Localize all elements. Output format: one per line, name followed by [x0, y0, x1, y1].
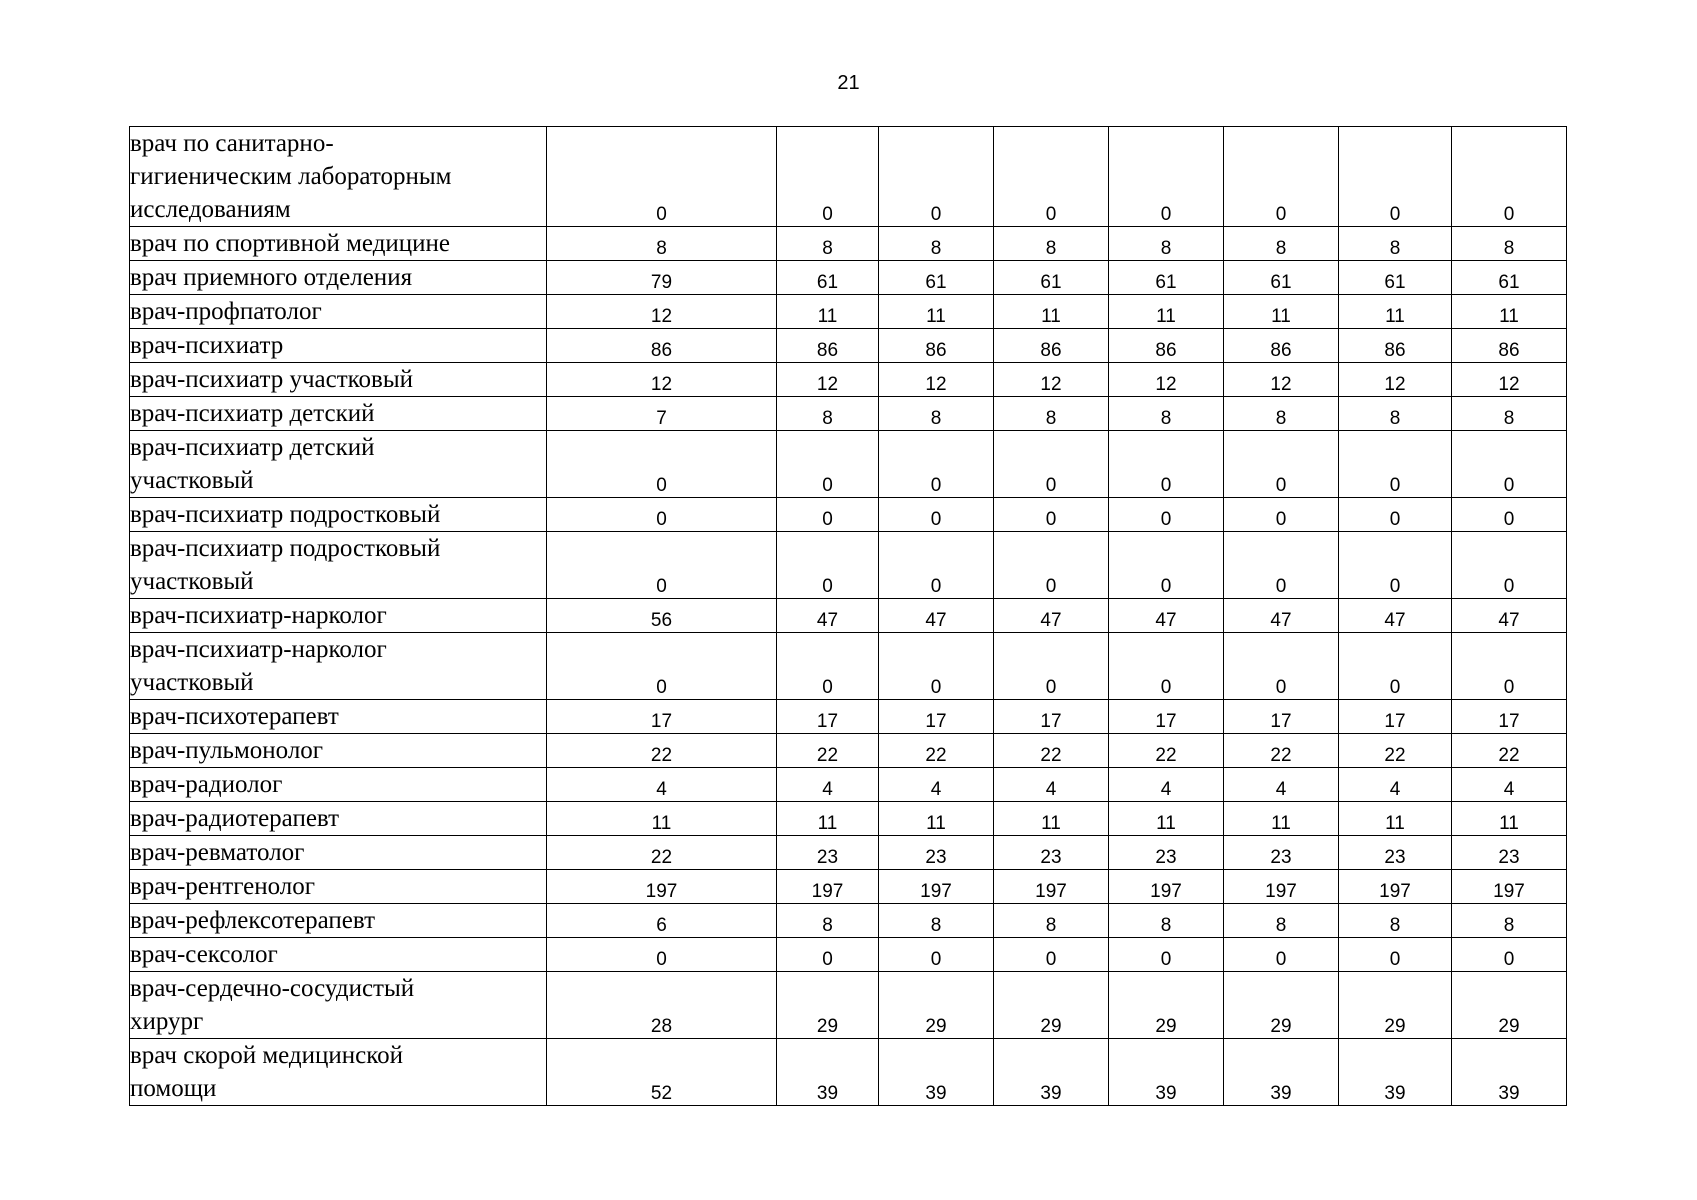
value-cell: 11 [777, 295, 879, 329]
value-cell: 0 [547, 633, 777, 700]
row-name-cell [130, 498, 547, 532]
row-name-line: врач-психиатр [130, 332, 284, 359]
value-cell: 0 [1109, 498, 1224, 532]
value-cell: 8 [1224, 227, 1339, 261]
value-cell: 0 [777, 938, 879, 972]
value-cell: 12 [994, 363, 1109, 397]
row-name-line: врач-психиатр подростковый [130, 535, 441, 562]
row-name-line: участковый [130, 568, 254, 595]
value-cell: 4 [1109, 768, 1224, 802]
value-cell: 11 [879, 802, 994, 836]
value-cell: 29 [994, 972, 1109, 1039]
row-name-cell [130, 734, 547, 768]
value-cell: 39 [1452, 1039, 1567, 1106]
value-cell: 47 [1452, 599, 1567, 633]
table-row [130, 734, 1567, 768]
value-cell: 11 [547, 802, 777, 836]
value-cell: 11 [1224, 802, 1339, 836]
value-cell: 4 [547, 768, 777, 802]
row-name-line: участковый [130, 669, 254, 696]
value-cell: 12 [547, 295, 777, 329]
value-cell: 0 [777, 633, 879, 700]
value-cell: 0 [777, 431, 879, 498]
value-cell: 11 [1339, 802, 1452, 836]
value-cell: 11 [1109, 802, 1224, 836]
value-cell: 197 [777, 870, 879, 904]
value-cell: 0 [1339, 498, 1452, 532]
value-cell: 12 [1224, 363, 1339, 397]
value-cell: 23 [1224, 836, 1339, 870]
value-cell: 8 [994, 227, 1109, 261]
value-cell: 0 [994, 431, 1109, 498]
value-cell: 8 [1339, 904, 1452, 938]
value-cell: 47 [1109, 599, 1224, 633]
value-cell: 8 [1109, 397, 1224, 431]
table-row [130, 1039, 1567, 1106]
value-cell: 0 [994, 938, 1109, 972]
row-name-cell [130, 870, 547, 904]
value-cell: 39 [777, 1039, 879, 1106]
value-cell: 0 [1452, 938, 1567, 972]
value-cell: 23 [1109, 836, 1224, 870]
row-name-cell [130, 227, 547, 261]
value-cell: 8 [879, 227, 994, 261]
value-cell: 29 [1109, 972, 1224, 1039]
value-cell: 11 [1339, 295, 1452, 329]
value-cell: 12 [547, 363, 777, 397]
value-cell: 8 [1109, 904, 1224, 938]
value-cell: 0 [1224, 938, 1339, 972]
value-cell: 39 [994, 1039, 1109, 1106]
row-name-line: помощи [130, 1075, 217, 1102]
row-name-line: врач-психиатр детский [130, 434, 375, 461]
value-cell: 11 [1224, 295, 1339, 329]
value-cell: 47 [1224, 599, 1339, 633]
value-cell: 86 [777, 329, 879, 363]
value-cell: 61 [879, 261, 994, 295]
table-row [130, 532, 1567, 599]
row-name-cell [130, 532, 547, 599]
row-name-cell [130, 700, 547, 734]
value-cell: 79 [547, 261, 777, 295]
table-row [130, 802, 1567, 836]
value-cell: 197 [1224, 870, 1339, 904]
value-cell: 17 [1224, 700, 1339, 734]
value-cell: 6 [547, 904, 777, 938]
row-name-line: врач-сексолог [130, 941, 278, 968]
row-name-line: врач по спортивной медицине [130, 230, 451, 257]
row-name-line: врач скорой медицинской [130, 1042, 403, 1069]
row-name-line: врач-профпатолог [130, 298, 322, 325]
value-cell: 8 [777, 227, 879, 261]
value-cell: 39 [1224, 1039, 1339, 1106]
value-cell: 22 [994, 734, 1109, 768]
value-cell: 0 [1339, 431, 1452, 498]
value-cell: 0 [1109, 532, 1224, 599]
value-cell: 0 [1452, 431, 1567, 498]
value-cell: 28 [547, 972, 777, 1039]
table-row [130, 431, 1567, 498]
value-cell: 0 [1452, 633, 1567, 700]
row-name-line: врач-психиатр-нарколог [130, 602, 387, 629]
row-name-cell [130, 295, 547, 329]
value-cell: 8 [1339, 227, 1452, 261]
value-cell: 0 [547, 938, 777, 972]
row-name-cell [130, 1039, 547, 1106]
row-name-cell [130, 633, 547, 700]
value-cell: 86 [1109, 329, 1224, 363]
value-cell: 0 [879, 431, 994, 498]
row-name-line: врач-радиотерапевт [130, 805, 340, 832]
row-name-line: исследованиям [130, 196, 291, 223]
value-cell: 0 [994, 633, 1109, 700]
table-row [130, 904, 1567, 938]
table-row [130, 397, 1567, 431]
value-cell: 11 [1452, 295, 1567, 329]
value-cell: 0 [547, 127, 777, 227]
value-cell: 0 [547, 431, 777, 498]
value-cell: 7 [547, 397, 777, 431]
value-cell: 17 [1452, 700, 1567, 734]
table-row [130, 363, 1567, 397]
table-row [130, 972, 1567, 1039]
row-name-cell [130, 261, 547, 295]
value-cell: 11 [879, 295, 994, 329]
value-cell: 29 [777, 972, 879, 1039]
row-name-line: врач-психиатр детский [130, 400, 375, 427]
table-row [130, 870, 1567, 904]
row-name-cell [130, 972, 547, 1039]
row-name-line: врач-сердечно-сосудистый [130, 975, 415, 1002]
value-cell: 22 [777, 734, 879, 768]
value-cell: 22 [1339, 734, 1452, 768]
value-cell: 4 [879, 768, 994, 802]
value-cell: 29 [1452, 972, 1567, 1039]
row-name-line: врач-рентгенолог [130, 873, 315, 900]
value-cell: 39 [1109, 1039, 1224, 1106]
value-cell: 0 [1224, 127, 1339, 227]
value-cell: 86 [1339, 329, 1452, 363]
row-name-line: врач-радиолог [130, 771, 283, 798]
value-cell: 11 [994, 295, 1109, 329]
table-row [130, 498, 1567, 532]
value-cell: 22 [547, 734, 777, 768]
table-row [130, 700, 1567, 734]
value-cell: 22 [879, 734, 994, 768]
value-cell: 0 [1224, 633, 1339, 700]
value-cell: 0 [777, 532, 879, 599]
value-cell: 17 [1109, 700, 1224, 734]
row-name-cell [130, 836, 547, 870]
value-cell: 0 [1452, 498, 1567, 532]
value-cell: 12 [1452, 363, 1567, 397]
value-cell: 0 [1109, 431, 1224, 498]
value-cell: 11 [1452, 802, 1567, 836]
value-cell: 8 [1224, 397, 1339, 431]
table-row [130, 768, 1567, 802]
row-name-line: врач-психиатр подростковый [130, 501, 441, 528]
value-cell: 17 [994, 700, 1109, 734]
value-cell: 86 [1224, 329, 1339, 363]
value-cell: 4 [777, 768, 879, 802]
value-cell: 8 [879, 904, 994, 938]
value-cell: 86 [547, 329, 777, 363]
value-cell: 29 [1224, 972, 1339, 1039]
table-row [130, 836, 1567, 870]
table-row [130, 227, 1567, 261]
value-cell: 17 [547, 700, 777, 734]
value-cell: 39 [1339, 1039, 1452, 1106]
value-cell: 86 [994, 329, 1109, 363]
value-cell: 0 [547, 498, 777, 532]
row-name-line: участковый [130, 467, 254, 494]
value-cell: 22 [1452, 734, 1567, 768]
value-cell: 0 [777, 498, 879, 532]
value-cell: 12 [879, 363, 994, 397]
value-cell: 8 [777, 904, 879, 938]
table-row [130, 295, 1567, 329]
value-cell: 0 [879, 633, 994, 700]
value-cell: 0 [1339, 633, 1452, 700]
value-cell: 61 [1452, 261, 1567, 295]
value-cell: 0 [879, 938, 994, 972]
row-name-cell [130, 127, 547, 227]
value-cell: 17 [777, 700, 879, 734]
table-row [130, 261, 1567, 295]
row-name-line: врач-психотерапевт [130, 703, 339, 730]
value-cell: 0 [1452, 532, 1567, 599]
table-row [130, 938, 1567, 972]
value-cell: 61 [994, 261, 1109, 295]
value-cell: 4 [1339, 768, 1452, 802]
value-cell: 22 [1224, 734, 1339, 768]
value-cell: 0 [547, 532, 777, 599]
value-cell: 197 [1452, 870, 1567, 904]
value-cell: 39 [879, 1039, 994, 1106]
value-cell: 8 [1224, 904, 1339, 938]
row-name-cell [130, 802, 547, 836]
value-cell: 197 [1339, 870, 1452, 904]
row-name-line: врач-пульмонолог [130, 737, 324, 764]
value-cell: 0 [1339, 532, 1452, 599]
value-cell: 47 [777, 599, 879, 633]
value-cell: 0 [1339, 127, 1452, 227]
value-cell: 4 [1452, 768, 1567, 802]
row-name-cell [130, 768, 547, 802]
value-cell: 0 [1224, 532, 1339, 599]
value-cell: 0 [994, 498, 1109, 532]
value-cell: 8 [879, 397, 994, 431]
row-name-line: гигиеническим лабораторным [130, 163, 452, 190]
value-cell: 0 [1109, 633, 1224, 700]
row-name-cell [130, 938, 547, 972]
value-cell: 0 [994, 127, 1109, 227]
row-name-cell [130, 329, 547, 363]
table-row [130, 599, 1567, 633]
value-cell: 61 [1224, 261, 1339, 295]
value-cell: 11 [994, 802, 1109, 836]
value-cell: 0 [1109, 127, 1224, 227]
value-cell: 197 [547, 870, 777, 904]
value-cell: 0 [879, 532, 994, 599]
value-cell: 11 [777, 802, 879, 836]
value-cell: 61 [777, 261, 879, 295]
value-cell: 29 [1339, 972, 1452, 1039]
value-cell: 0 [777, 127, 879, 227]
value-cell: 23 [879, 836, 994, 870]
row-name-line: врач-рефлексотерапевт [130, 907, 376, 934]
row-name-line: врач по санитарно- [130, 130, 334, 157]
value-cell: 52 [547, 1039, 777, 1106]
value-cell: 0 [879, 498, 994, 532]
page-number: 21 [837, 72, 860, 94]
value-cell: 47 [994, 599, 1109, 633]
table-row [130, 633, 1567, 700]
value-cell: 8 [1109, 227, 1224, 261]
row-name-cell [130, 431, 547, 498]
value-cell: 8 [777, 397, 879, 431]
value-cell: 197 [879, 870, 994, 904]
value-cell: 0 [994, 532, 1109, 599]
value-cell: 4 [1224, 768, 1339, 802]
value-cell: 8 [1339, 397, 1452, 431]
value-cell: 197 [1109, 870, 1224, 904]
table-body [130, 127, 1567, 1106]
value-cell: 23 [777, 836, 879, 870]
value-cell: 8 [1452, 227, 1567, 261]
value-cell: 11 [1109, 295, 1224, 329]
value-cell: 12 [1339, 363, 1452, 397]
row-name-cell [130, 904, 547, 938]
row-name-line: врач-ревматолог [130, 839, 305, 866]
table-row [130, 127, 1567, 227]
value-cell: 56 [547, 599, 777, 633]
value-cell: 8 [1452, 397, 1567, 431]
staff-table [129, 126, 1567, 1106]
value-cell: 12 [777, 363, 879, 397]
value-cell: 8 [547, 227, 777, 261]
value-cell: 61 [1339, 261, 1452, 295]
value-cell: 22 [547, 836, 777, 870]
value-cell: 17 [1339, 700, 1452, 734]
value-cell: 47 [1339, 599, 1452, 633]
row-name-line: хирург [130, 1008, 204, 1035]
value-cell: 29 [879, 972, 994, 1039]
row-name-cell [130, 363, 547, 397]
value-cell: 61 [1109, 261, 1224, 295]
table-row [130, 329, 1567, 363]
value-cell: 0 [1109, 938, 1224, 972]
value-cell: 86 [879, 329, 994, 363]
value-cell: 0 [1452, 127, 1567, 227]
value-cell: 8 [994, 904, 1109, 938]
row-name-cell [130, 599, 547, 633]
value-cell: 17 [879, 700, 994, 734]
value-cell: 86 [1452, 329, 1567, 363]
value-cell: 0 [1224, 498, 1339, 532]
value-cell: 12 [1109, 363, 1224, 397]
value-cell: 0 [1339, 938, 1452, 972]
row-name-line: врач приемного отделения [130, 264, 413, 291]
value-cell: 0 [879, 127, 994, 227]
value-cell: 47 [879, 599, 994, 633]
row-name-line: врач-психиатр участковый [130, 366, 414, 393]
value-cell: 8 [994, 397, 1109, 431]
value-cell: 197 [994, 870, 1109, 904]
row-name-cell [130, 397, 547, 431]
value-cell: 4 [994, 768, 1109, 802]
value-cell: 22 [1109, 734, 1224, 768]
value-cell: 8 [1452, 904, 1567, 938]
row-name-line: врач-психиатр-нарколог [130, 636, 387, 663]
value-cell: 23 [1452, 836, 1567, 870]
value-cell: 23 [1339, 836, 1452, 870]
value-cell: 0 [1224, 431, 1339, 498]
value-cell: 23 [994, 836, 1109, 870]
